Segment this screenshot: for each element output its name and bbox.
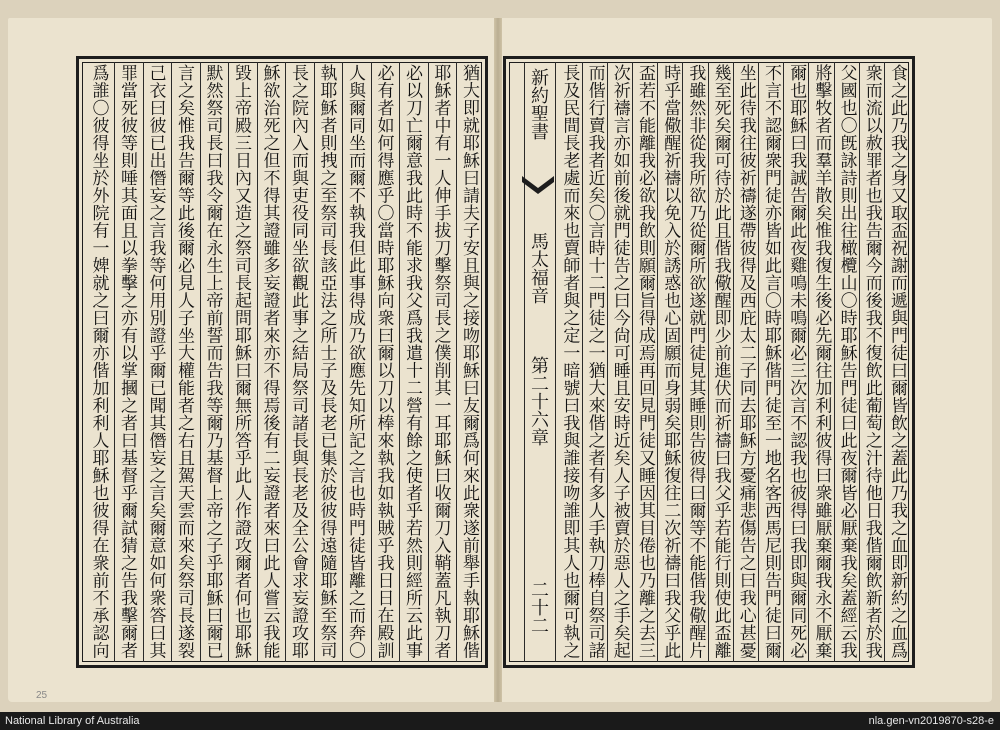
text-column: 將擊牧者而羣羊散矣惟我復生後必先爾往加利利彼得曰衆雖厭棄爾我永不厭棄	[811, 64, 832, 659]
column-rule	[143, 62, 144, 662]
fishtail-ornament	[522, 176, 554, 194]
text-column: 幾至死矣爾可待於此且偕我儆醒即少前進伏而祈禱曰我父乎若能行則使此盃離	[710, 64, 731, 659]
center-band-rule	[555, 62, 556, 662]
book-gutter	[494, 18, 502, 702]
text-column: 執耶穌者則拽之至祭司長該亞法之所士子及長老已集於彼彼得遠隨耶穌至祭司	[316, 64, 337, 659]
column-rule	[456, 62, 457, 662]
text-column: 長之院內入而與吏役同坐欲觀此事之結局祭司諸長與長老及全公會求妄證攻耶	[288, 64, 308, 659]
column-rule	[607, 62, 608, 662]
page-number: 二十二	[528, 580, 549, 634]
text-column: 猶大即就耶穌曰請夫子安且與之接吻耶穌曰友爾爲何來此衆遂前舉手執耶穌偕	[459, 64, 479, 659]
text-column: 坐此待我往彼祈禱遂帶彼得及西庇太二子同去耶穌方憂痛悲傷告之曰我心甚憂	[735, 64, 756, 659]
text-column: 爾也耶穌曰我誠告爾此夜雞鳴未鳴爾必三次言不認我也彼得曰我即與爾同死必	[786, 64, 807, 659]
column-rule	[342, 62, 343, 662]
column-rule	[657, 62, 658, 662]
column-rule	[808, 62, 809, 662]
column-rule	[114, 62, 115, 662]
text-column: 罪當死彼等則唾其面且以拳擊之亦有以掌摑之者曰基督乎爾試猜之告我擊爾者	[117, 64, 137, 659]
text-column: 必有者如何得應乎〇當時耶穌向衆曰爾以刀以棒來執我如執賊乎我日日在殿訓	[373, 64, 394, 659]
text-column: 耶穌者中有一人伸手拔刀擊祭司長之僕削其一耳耶穌曰收爾刀入鞘蓋凡執刀者	[430, 64, 451, 659]
text-column: 默然祭司長曰我令爾在永生上帝前誓而告我等爾乃基督上帝之子乎耶穌曰爾已	[202, 64, 223, 659]
text-column: 不言不認爾衆門徒亦皆如此言〇時耶穌偕門徒至一地名客西馬尼則告門徒曰爾	[761, 64, 781, 659]
library-credit: National Library of Australia	[5, 715, 140, 727]
text-column: 必以刀亡爾意我此時不能求我父爲我遣十二營有餘之使者乎若然則經所云此事	[402, 64, 422, 659]
text-column: 我雖然非從我所欲乃從爾所欲遂就門徒見其睡則告彼得曰爾等不能偕我儆醒片	[685, 64, 706, 659]
chapter-heading: 第二十六章	[528, 356, 549, 446]
text-column: 言之矣惟我告爾等此後爾必見人子坐大權能者之右且駕天雲而來矣祭司長遂裂	[174, 64, 194, 659]
text-column: 衆而流以赦罪者也我告爾今而後我不復飲此葡萄之汁待他日我偕爾飲新者於我	[861, 64, 882, 659]
column-rule	[314, 62, 315, 662]
column-rule	[171, 62, 172, 662]
column-rule	[228, 62, 229, 662]
column-rule	[834, 62, 835, 662]
text-column: 人與爾同坐而爾不執我但此事得成乃欲應先知所記之言也時門徒皆離之而奔〇	[345, 64, 365, 659]
column-rule	[708, 62, 709, 662]
column-rule	[257, 62, 258, 662]
item-identifier: nla.gen-vn2019870-s28-e	[868, 715, 994, 727]
text-column: 食之此乃我之身又取盃祝謝而遞與門徒曰爾皆飲之蓋此乃我之血即新約之血爲	[887, 64, 907, 659]
column-rule	[733, 62, 734, 662]
text-column: 父國也〇旣詠詩則出往橄欖山〇時耶穌告門徒曰此夜爾皆必厭棄我矣蓋經云我	[836, 64, 857, 659]
column-rule	[682, 62, 683, 662]
column-rule	[783, 62, 784, 662]
column-rule	[371, 62, 372, 662]
column-rule	[399, 62, 400, 662]
book-title: 新約聖書	[528, 68, 549, 140]
column-rule	[582, 62, 583, 662]
column-rule	[428, 62, 429, 662]
book-name: 馬太福音	[528, 232, 549, 304]
text-column: 己衣曰彼已出僭妄之言我等何用別證乎爾已聞其僭妄之言矣爾意如何衆答曰其	[145, 64, 166, 659]
column-rule	[632, 62, 633, 662]
column-rule	[200, 62, 201, 662]
text-column: 次祈禱言亦如前後就門徒告之曰今尙可睡且安時近矣人子被賣於惡人之手矣起	[609, 64, 630, 659]
column-rule	[285, 62, 286, 662]
margin-pencil-note: 25	[36, 690, 48, 701]
text-column: 長及民間長老處而來也賣師者與之定一暗號曰我與誰接吻誰即其人也爾可執之	[559, 64, 580, 659]
text-column: 盃若不能離我必欲我飲則願爾旨得成焉再回見門徒又睡因其目倦也乃離之去三	[635, 64, 655, 659]
footer-bar	[0, 712, 1000, 730]
text-column: 毀上帝殿三日內又造之祭司長起問耶穌曰爾無所答乎此人作證攻爾者何也耶穌	[231, 64, 251, 659]
column-rule	[884, 62, 885, 662]
column-rule	[758, 62, 759, 662]
text-column: 時乎當儆醒祈禱以免入於誘惑也心固願而身弱矣耶穌復往二次祈禱曰我父乎此	[660, 64, 681, 659]
text-column: 穌欲治死之但不得其證雖多妄證者來亦不得焉後有二妄證者來曰此人嘗云我能	[259, 64, 280, 659]
column-rule	[859, 62, 860, 662]
text-column: 而偕行賣我者近矣〇言時十二門徒之一猶大來偕之者有多人手執刀棒自祭司諸	[584, 64, 605, 659]
text-column: 爲誰〇彼得坐於外院有一婢就之曰爾亦偕加利利人耶穌也彼得在衆前不承認向	[88, 64, 109, 659]
